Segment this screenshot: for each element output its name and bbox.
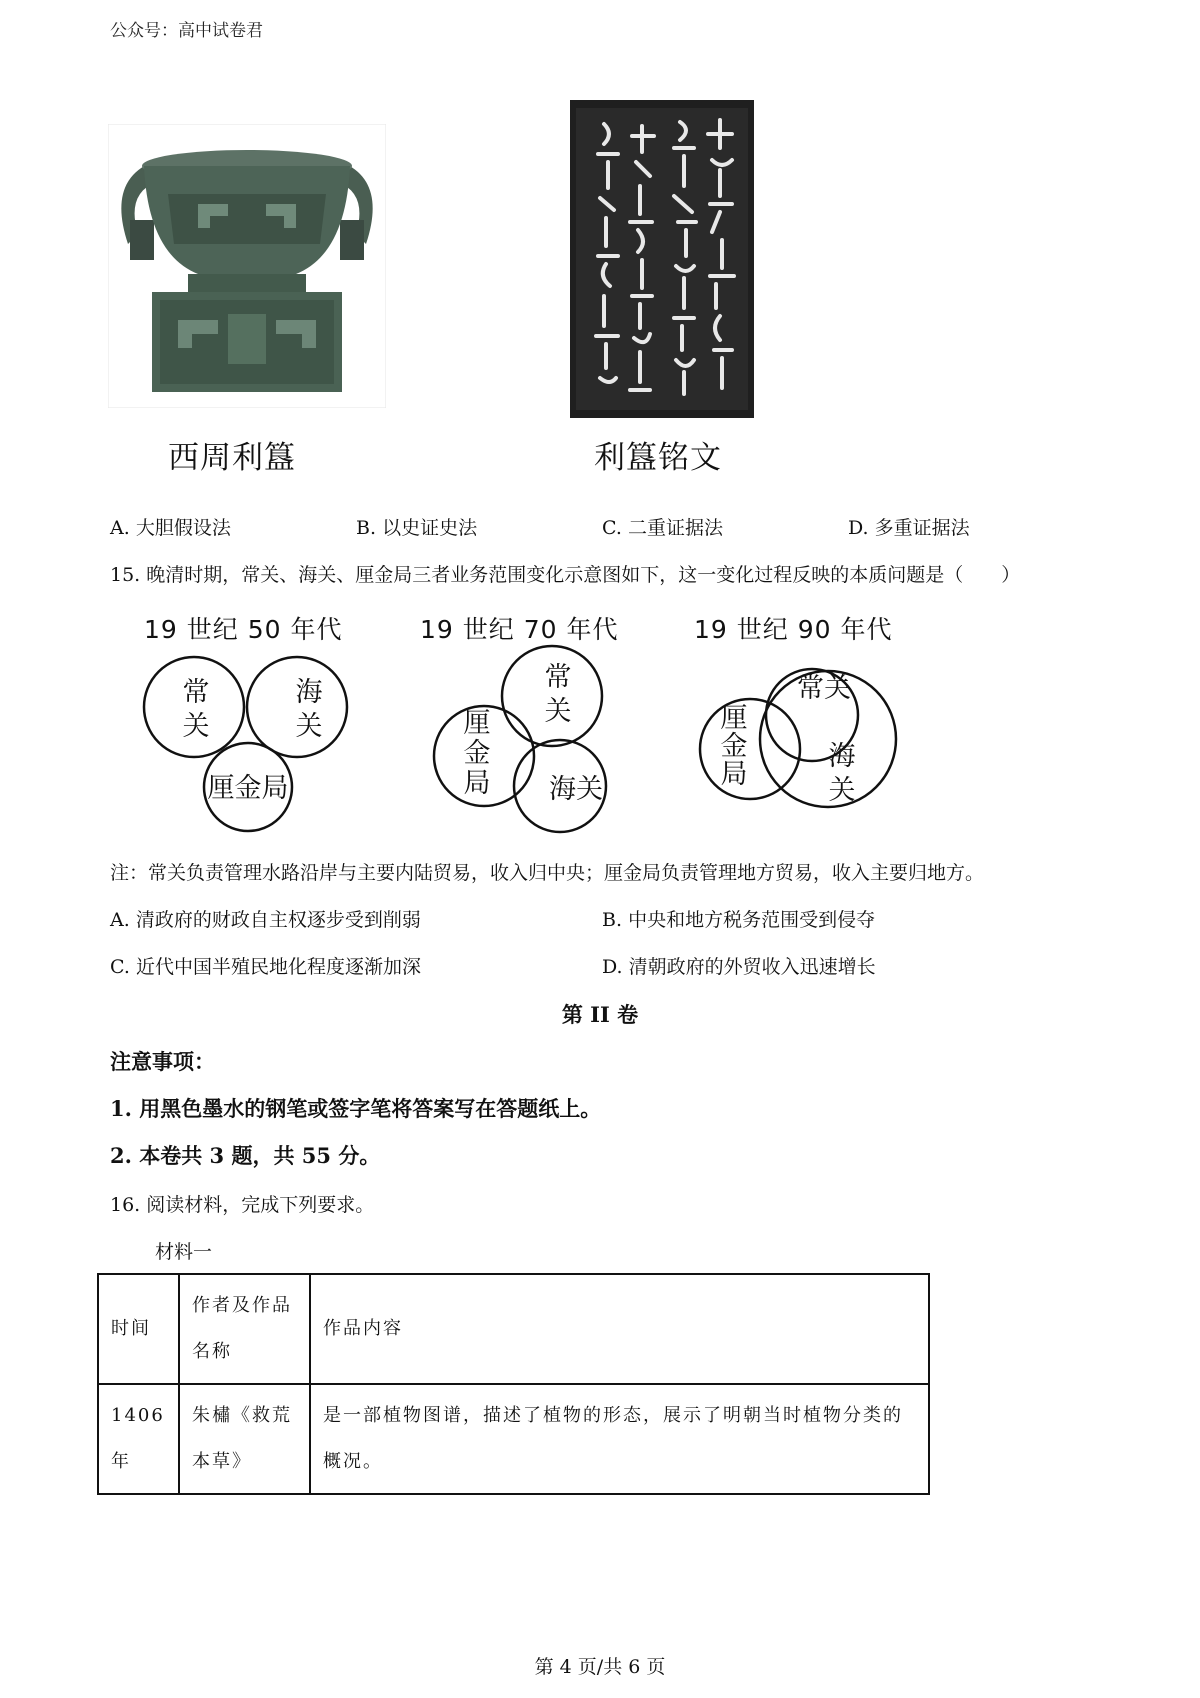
d3-label-lijinju-1: 厘: [720, 703, 748, 734]
venn-diagram-1850s: [140, 645, 360, 845]
part2-title: 第 II 卷: [561, 1002, 639, 1027]
d2-label-lijinju-3: 局: [463, 768, 491, 799]
table-header: 时间: [98, 1274, 179, 1384]
diagram2-period: 19 世纪 70 年代: [420, 615, 619, 644]
q15-stem: 15. 晚清时期，常关、海关、厘金局三者业务范围变化示意图如下，这一变化过程反映的本质问题是（ ）: [110, 564, 1021, 586]
d1-label-haiguan-2: 关: [295, 711, 323, 742]
table-cell: 朱橚《救荒本草》: [179, 1384, 310, 1494]
table-cell: 1406 年: [98, 1384, 179, 1494]
d1-label-lijinju: 厘金局: [207, 773, 289, 804]
q16-stem: 16. 阅读材料，完成下列要求。: [110, 1194, 375, 1216]
d1-label-changguan-2: 关: [182, 711, 210, 742]
q15-option-b: B. 中央和地方税务范围受到侵夺: [602, 909, 876, 931]
q14-option-b: B. 以史证史法: [356, 517, 478, 539]
notice-item-1: 1. 用黑色墨水的钢笔或签字笔将答案写在答题纸上。: [110, 1096, 602, 1121]
page-footer: 第 4 页/共 6 页: [534, 1656, 666, 1678]
d1-label-changguan-1: 常: [182, 677, 210, 708]
q14-option-a: A. 大胆假设法: [110, 517, 231, 539]
d3-label-haiguan-1: 海: [828, 741, 856, 772]
q14-option-d: D. 多重证据法: [848, 517, 970, 539]
notice-item-2: 2. 本卷共 3 题，共 55 分。: [110, 1143, 381, 1168]
rubbing-caption: 利簋铭文: [594, 440, 722, 476]
table-row: [98, 1384, 929, 1494]
venn-diagram-1890s: [696, 645, 906, 815]
d3-label-lijinju-3: 局: [720, 759, 748, 790]
d3-label-lijinju-2: 金: [720, 731, 748, 762]
q15-option-d: D. 清朝政府的外贸收入迅速增长: [602, 956, 876, 978]
diagram1-period: 19 世纪 50 年代: [144, 615, 343, 644]
q15-option-c: C. 近代中国半殖民地化程度逐渐加深: [110, 956, 421, 978]
material-label: 材料一: [155, 1241, 213, 1263]
table-header: 作者及作品名称: [179, 1274, 310, 1384]
d2-label-lijinju-2: 金: [463, 738, 491, 769]
inscription-rubbing-image: [570, 100, 754, 418]
account-header: 公众号：高中试卷君: [110, 21, 263, 41]
d2-label-lijinju-1: 厘: [463, 708, 491, 739]
material-table: [97, 1273, 930, 1495]
q14-option-c: C. 二重证据法: [602, 517, 723, 539]
d2-label-haiguan: 海关: [549, 774, 603, 805]
q15-note: 注：常关负责管理水路沿岸与主要内陆贸易，收入归中央；厘金局负责管理地方贸易，收入主要归地方。: [110, 862, 985, 884]
d3-label-haiguan-2: 关: [828, 775, 856, 806]
d3-label-changguan: 常关: [797, 673, 851, 704]
table-header-row: [98, 1274, 929, 1384]
venn-diagram-1870s: [430, 640, 620, 850]
diagram3-period: 19 世纪 90 年代: [694, 615, 893, 644]
table-header: 作品内容: [310, 1274, 929, 1384]
d2-label-changguan-2: 关: [544, 696, 572, 727]
table-cell: 是一部植物图谱，描述了植物的形态，展示了明朝当时植物分类的概况。: [310, 1384, 929, 1494]
notice-heading: 注意事项：: [110, 1049, 215, 1074]
gui-caption: 西周利簋: [168, 440, 296, 476]
q15-option-a: A. 清政府的财政自主权逐步受到削弱: [110, 909, 421, 931]
d2-label-changguan-1: 常: [544, 662, 572, 693]
d1-label-haiguan-1: 海: [295, 677, 323, 708]
bronze-gui-image: [108, 124, 386, 408]
